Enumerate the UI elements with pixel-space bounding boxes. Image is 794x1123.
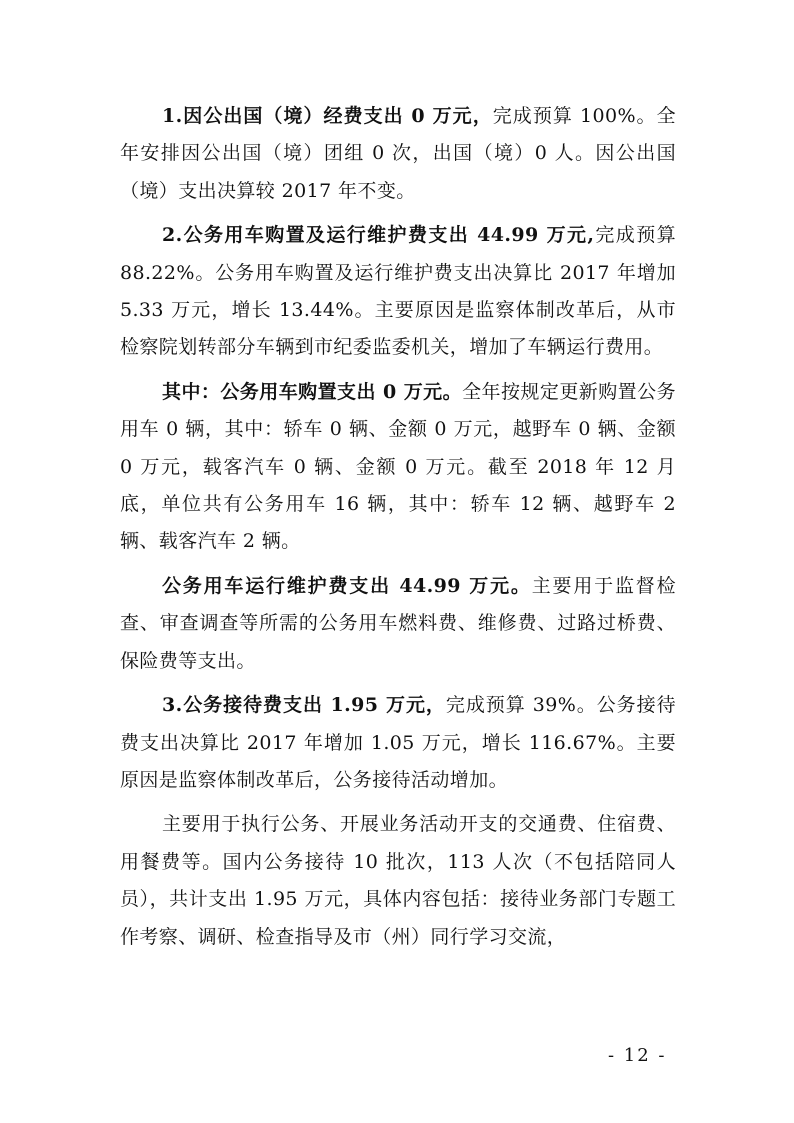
- paragraph-text: 完成预算 100%。全年安排因公出国（境）团组 0 次，出国（境）0 人。因公出国（境）支出决算较 2017 年不变。: [120, 105, 676, 202]
- paragraph-reception-details: [120, 806, 676, 956]
- paragraph-vehicle-purchase: [120, 374, 676, 561]
- document-body: [120, 98, 676, 963]
- paragraph-heading: 3.公务接待费支出 1.95 万元，: [162, 694, 446, 717]
- paragraph-reception-expense: [120, 687, 676, 799]
- paragraph-text: 完成预算 39%。公务接待费支出决算比 2017 年增加 1.05 万元，增长 116.67%。主要原因是监察体制改革后，公务接待活动增加。: [120, 694, 676, 791]
- paragraph-heading: 1.因公出国（境）经费支出 0 万元，: [162, 105, 493, 127]
- paragraph-heading: 公务用车运行维护费支出 44.99 万元。: [162, 574, 532, 597]
- paragraph-heading: 2.公务用车购置及运行维护费支出 44.99 万元,: [162, 224, 595, 247]
- paragraph-vehicle-maintenance: [120, 568, 676, 680]
- paragraph-text: 全年按规定更新购置公务用车 0 辆，其中：轿车 0 辆、金额 0 万元，越野车 0 辆、金额 0 万元，载客汽车 0 辆、金额 0 万元。截至 2018 年 12 月底，单位共有公务用车 16 辆，其中：轿车 12 辆、越野车 2 辆、载客汽车 2 辆。: [120, 380, 676, 553]
- paragraph-heading: 其中：公务用车购置支出 0 万元。: [162, 380, 463, 403]
- paragraph-text: 完成预算 88.22%。公务用车购置及运行维护费支出决算比 2017 年增加 5.33 万元，增长 13.44%。主要原因是监察体制改革后，从市检察院划转部分车辆到市纪委监委机关，增加了车辆运行费用。: [120, 224, 676, 359]
- page-number: - 12 -: [608, 1045, 667, 1066]
- paragraph-overseas-expense: [120, 98, 676, 210]
- paragraph-vehicle-expense: [120, 217, 676, 367]
- paragraph-text: 主要用于监督检查、审查调查等所需的公务用车燃料费、维修费、过路过桥费、保险费等支出。: [120, 574, 676, 672]
- paragraph-text: 主要用于执行公务、开展业务活动开支的交通费、住宿费、用餐费等。国内公务接待 10 批次，113 人次（不包括陪同人员），共计支出 1.95 万元，具体内容包括：接待业务部门专题工作考察、调研、检查指导及市（州）同行学习交流，: [120, 813, 676, 948]
